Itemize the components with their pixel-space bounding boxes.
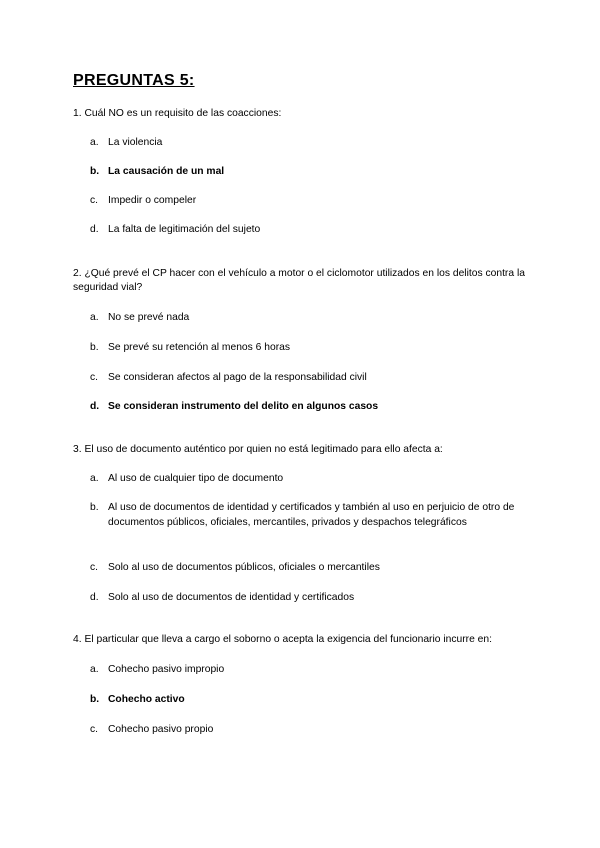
- option-letter: b.: [90, 166, 100, 177]
- question-4-option-a: [90, 662, 530, 677]
- option-text: La violencia: [108, 137, 163, 148]
- option-text: Impedir o compeler: [108, 195, 197, 206]
- option-letter: d.: [90, 401, 100, 412]
- option-letter: d.: [90, 592, 99, 603]
- page-title: PREGUNTAS 5:: [73, 72, 195, 89]
- question-2-option-c: [90, 370, 530, 385]
- question-3-option-c: [90, 560, 530, 575]
- question-3-text: 3. El uso de documento auténtico por quien no está legitimado para ello afecta a:: [73, 444, 443, 455]
- option-letter: a.: [90, 473, 99, 484]
- question-1-option-d: [90, 222, 530, 237]
- option-letter: b.: [90, 502, 99, 513]
- question-2-text: 2. ¿Qué prevé el CP hacer con el vehículo a motor o el ciclomotor utilizados en los delitos contra la seguridad vial?: [73, 268, 525, 293]
- option-letter: c.: [90, 372, 99, 383]
- option-letter: a.: [90, 664, 99, 675]
- option-text: Al uso de cualquier tipo de documento: [108, 473, 284, 484]
- question-1-text: 1. Cuál NO es un requisito de las coacciones:: [73, 108, 282, 119]
- question-3-option-a: [90, 471, 530, 486]
- question-1-option-a: [90, 135, 530, 150]
- option-letter: c.: [90, 562, 99, 573]
- question-2-option-b: [90, 340, 530, 355]
- option-text: La falta de legitimación del sujeto: [108, 224, 261, 235]
- option-letter: a.: [90, 312, 99, 323]
- option-text: Se prevé su retención al menos 6 horas: [108, 342, 291, 353]
- option-text: Cohecho pasivo propio: [108, 724, 214, 735]
- option-text: Cohecho activo: [108, 694, 185, 705]
- option-text: Se consideran instrumento del delito en algunos casos: [108, 401, 379, 412]
- option-text: No se prevé nada: [108, 312, 190, 323]
- option-text: Solo al uso de documentos públicos, oficiales o mercantiles: [108, 562, 380, 573]
- question-4-text: 4. El particular que lleva a cargo el soborno o acepta la exigencia del funcionario incurre en:: [73, 634, 492, 645]
- option-letter: d.: [90, 224, 99, 235]
- question-3-option-d: [90, 590, 530, 605]
- option-text: Cohecho pasivo impropio: [108, 664, 225, 675]
- question-4-option-c: [90, 722, 530, 737]
- option-text: Solo al uso de documentos de identidad y certificados: [108, 592, 355, 603]
- question-1-option-b: [90, 164, 530, 179]
- question-4-option-b: [90, 692, 530, 707]
- question-1-option-c: [90, 193, 530, 208]
- question-2-option-d: [90, 399, 530, 414]
- option-letter: c.: [90, 195, 99, 206]
- option-text: Al uso de documentos de identidad y certificados y también al uso en perjuicio de otro de documentos públicos, oficiales, mercantiles, privados y despachos telegráficos: [108, 502, 515, 528]
- option-letter: b.: [90, 342, 99, 353]
- option-text: Se consideran afectos al pago de la responsabilidad civil: [108, 372, 367, 383]
- option-letter: a.: [90, 137, 99, 148]
- option-letter: c.: [90, 724, 99, 735]
- option-letter: b.: [90, 694, 100, 705]
- question-2-option-a: [90, 310, 530, 325]
- question-3-option-b: [90, 500, 530, 530]
- option-text: La causación de un mal: [108, 166, 225, 177]
